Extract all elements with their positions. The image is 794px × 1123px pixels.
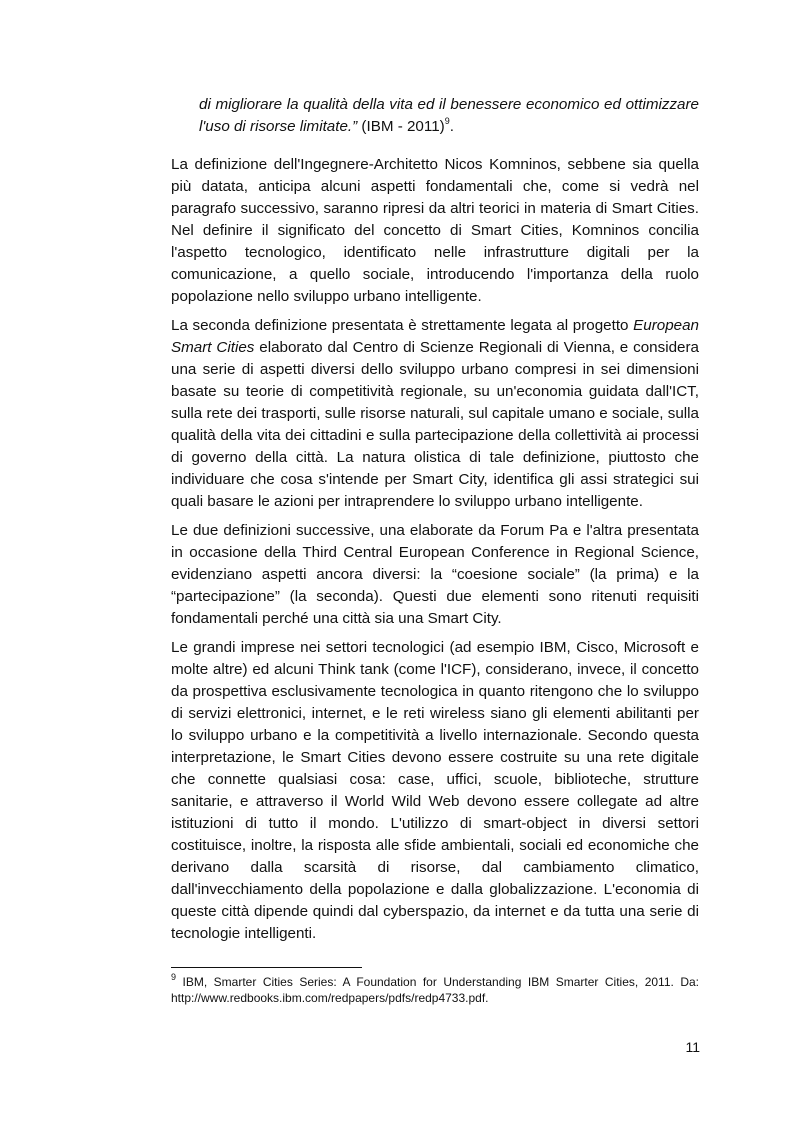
footnote-divider xyxy=(171,967,362,968)
quote-text: di migliorare la qualità della vita ed il benessere economico ed ottimizzare l'uso di risorse limitate.” xyxy=(199,96,699,135)
footnote-number: 9 xyxy=(171,972,177,982)
paragraph-4: Le grandi imprese nei settori tecnologici (ad esempio IBM, Cisco, Microsoft e molte altre) ed alcuni Think tank (come l'ICF), considerano, invece, il concetto da prospettiva esclusivamente tecnologica in quanto ritengono che lo sviluppo di servizi elettronici, internet, e le reti wireless siano gli elementi abilitanti per lo sviluppo urbano e la competitività a livello internazionale. Secondo questa interpretazione, le Smart Cities devono essere costruite su una rete digitale che connette qualsiasi cosa: case, uffici, scuole, biblioteche, strutture sanitarie, e attraverso il World Wild Web devono essere collegate ad altre istituzioni di tutto il mondo. L'utilizzo di smart-object in diversi settori costituisce, inoltre, la risposta alle sfide ambientali, sociali ed economiche che derivano dalla scarsità di risorse, dal cambiamento climatico, dall'invecchiamento della popolazione e dalla globalizzazione. L'economia di queste città dipende quindi dal cyberspazio, da internet e da tutta una serie di tecnologie intelligenti. xyxy=(171,639,699,942)
paragraph-1: La definizione dell'Ingegnere-Architetto Nicos Komninos, sebbene sia quella più datata, anticipa alcuni aspetti fondamentali che, come si vedrà nel paragrafo successivo, saranno ripresi da altri teorici in materia di Smart Cities. Nel definire il significato del concetto di Smart Cities, Komninos concilia l'aspetto tecnologico, identificato nelle infrastrutture digitali per la comunicazione, a quello sociale, introducendo l'importanza della ruolo popolazione nello sviluppo urbano intelligente. xyxy=(171,156,699,305)
project-name: European Smart Cities xyxy=(171,317,699,356)
quote-citation: (IBM - 2011) xyxy=(357,118,445,135)
footnote-ref[interactable]: 9 xyxy=(444,115,450,126)
quote-end: . xyxy=(449,118,454,135)
paragraph-2-start: La seconda definizione presentata è strettamente legata al progetto xyxy=(171,317,634,334)
block-quote xyxy=(199,94,699,138)
paragraph-2-end: elaborato dal Centro di Scienze Regionali di Vienna, e considera una serie di aspetti diversi dello sviluppo urbano compresi in sei dimensioni basate su teorie di competitività regionale, su un'economia guidata dall'ICT, sulla rete dei trasporti, sulle risorse naturali, sul capitale umano e sociale, sulla qualità della vita dei cittadini e sulla partecipazione della collettività ai processi di governo della città. La natura olistica di tale definizione, piuttosto che individuare che cosa s'intende per Smart City, identifica gli assi strategici sui quali basare le azioni per intraprendere lo sviluppo urbano intelligente. xyxy=(171,339,699,510)
paragraph-2 xyxy=(171,315,699,513)
paragraph-3: Le due definizioni successive, una elaborate da Forum Pa e l'altra presentata in occasione della Third Central European Conference in Regional Science, evidenziano aspetti ancora diversi: la “coesione sociale” (la prima) e la “partecipazione” (la seconda). Questi due elementi sono ritenuti requisiti fondamentali perché una città sia una Smart City. xyxy=(171,522,699,627)
page-number: 11 xyxy=(685,1039,700,1055)
footnote-text: IBM, Smarter Cities Series: A Foundation for Understanding IBM Smarter Cities, 2011. Da: http://www.redbooks.ibm.com/redpapers/pdfs/redp4733.pdf. xyxy=(171,975,699,1005)
footnote xyxy=(171,974,699,1006)
body-text xyxy=(171,154,699,952)
